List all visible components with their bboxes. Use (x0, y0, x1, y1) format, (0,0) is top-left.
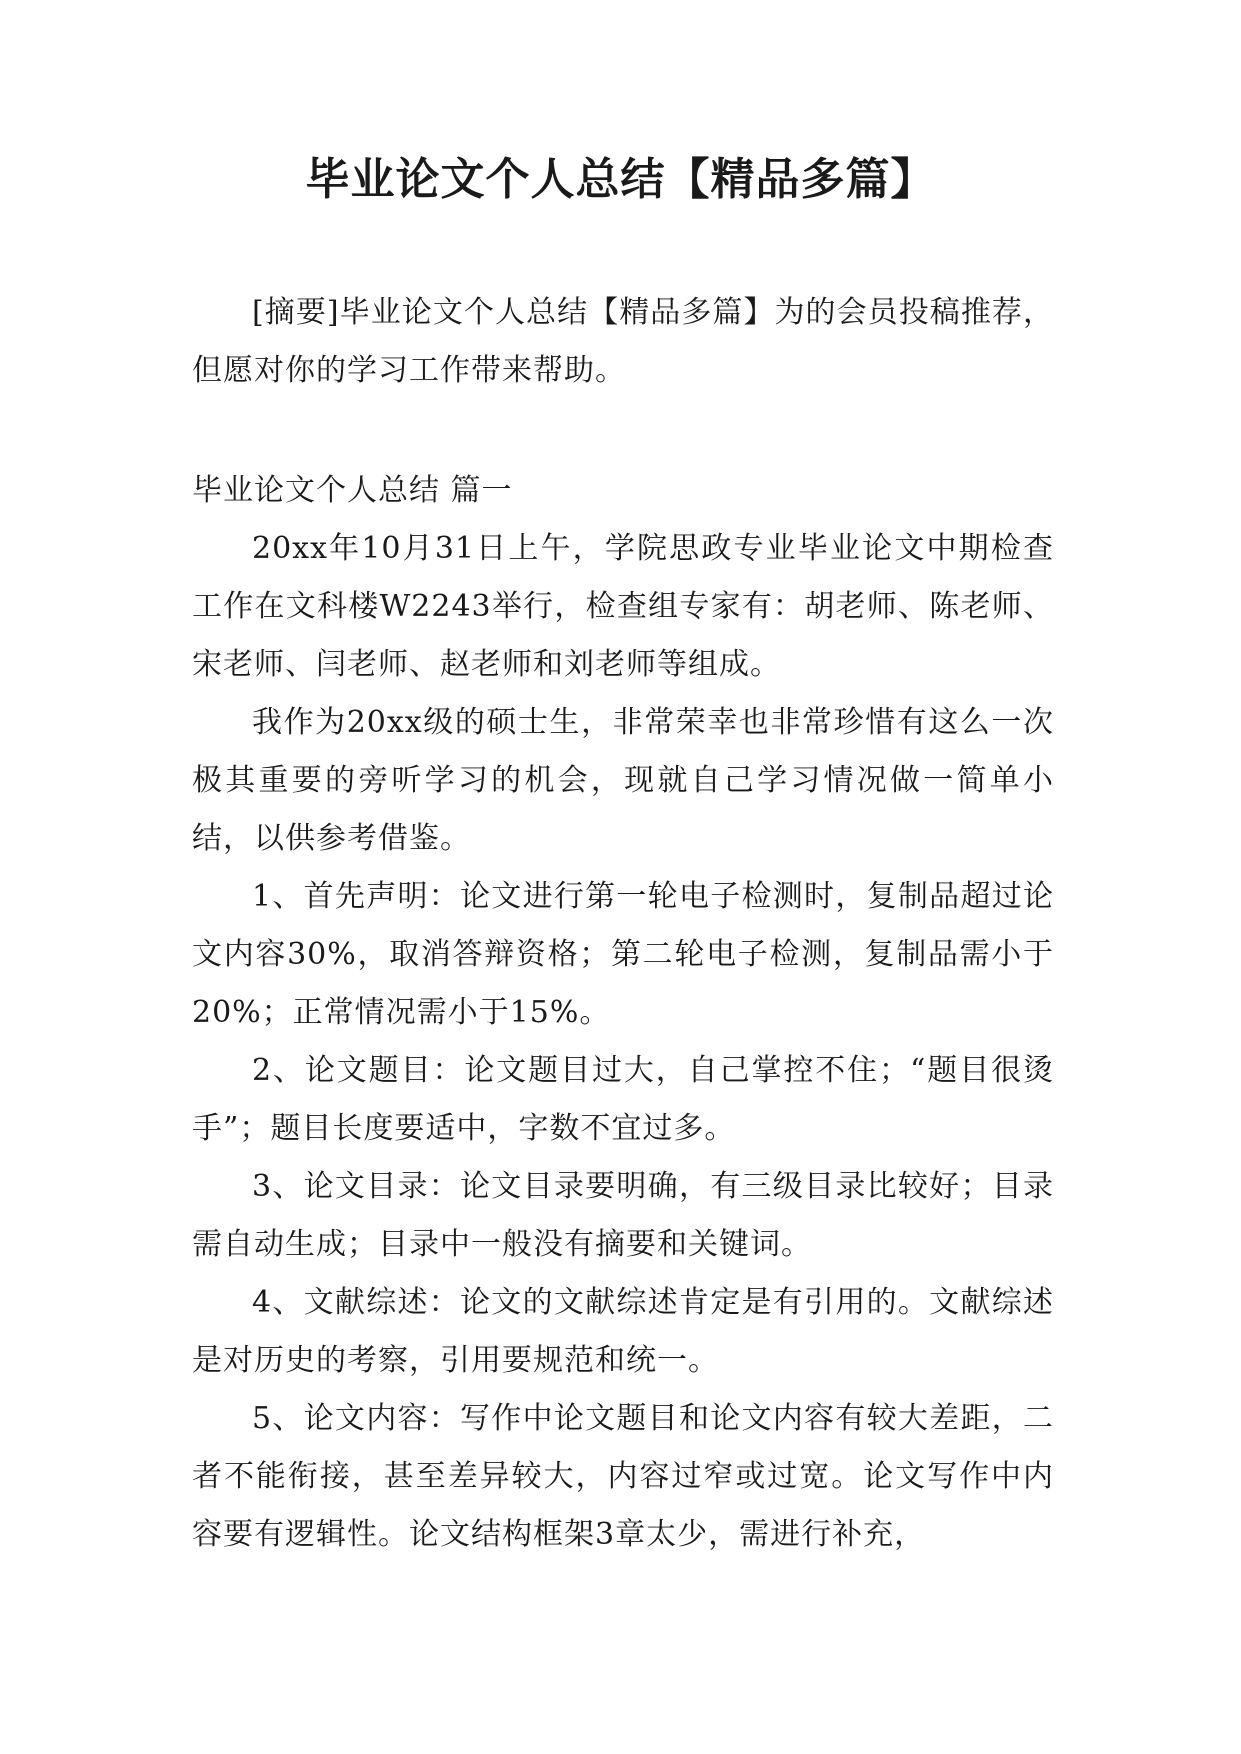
paragraph-4: 2、论文题目：论文题目过大，自己掌控不住；“题目很烫手”；题目长度要适中，字数不宜过多。 (192, 1053, 1054, 1146)
section-heading: 毕业论文个人总结 篇一 (192, 473, 513, 508)
paragraph-5: 3、论文目录：论文目录要明确，有三级目录比较好；目录需自动生成；目录中一般没有摘要和关键词。 (192, 1169, 1054, 1262)
paragraph-2: 我作为20xx级的硕士生，非常荣幸也非常珍惜有这么一次极其重要的旁听学习的机会，现就自己学习情况做一简单小结，以供参考借鉴。 (192, 705, 1054, 856)
document-title: 毕业论文个人总结【精品多篇】 (305, 154, 936, 205)
paragraph-3: 1、首先声明：论文进行第一轮电子检测时，复制品超过论文内容30%，取消答辩资格；第二轮电子检测，复制品需小于20%；正常情况需小于15%。 (192, 879, 1054, 1030)
paragraph-7: 5、论文内容：写作中论文题目和论文内容有较大差距，二者不能衔接，甚至差异较大，内容过窄或过宽。论文写作中内容要有逻辑性。论文结构框架3章太少，需进行补充， (192, 1401, 1054, 1552)
content-block (192, 462, 1054, 1564)
abstract-block (192, 284, 1054, 400)
paragraph-6: 4、文献综述：论文的文献综述肯定是有引用的。文献综述是对历史的考察，引用要规范和统一。 (192, 1285, 1054, 1378)
paragraph-1: 20xx年10月31日上午，学院思政专业毕业论文中期检查工作在文科楼W2243举行，检查组专家有：胡老师、陈老师、宋老师、闫老师、赵老师和刘老师等组成。 (192, 531, 1054, 682)
abstract-paragraph: [摘要]毕业论文个人总结【精品多篇】为的会员投稿推荐，但愿对你的学习工作带来帮助。 (192, 295, 1054, 388)
